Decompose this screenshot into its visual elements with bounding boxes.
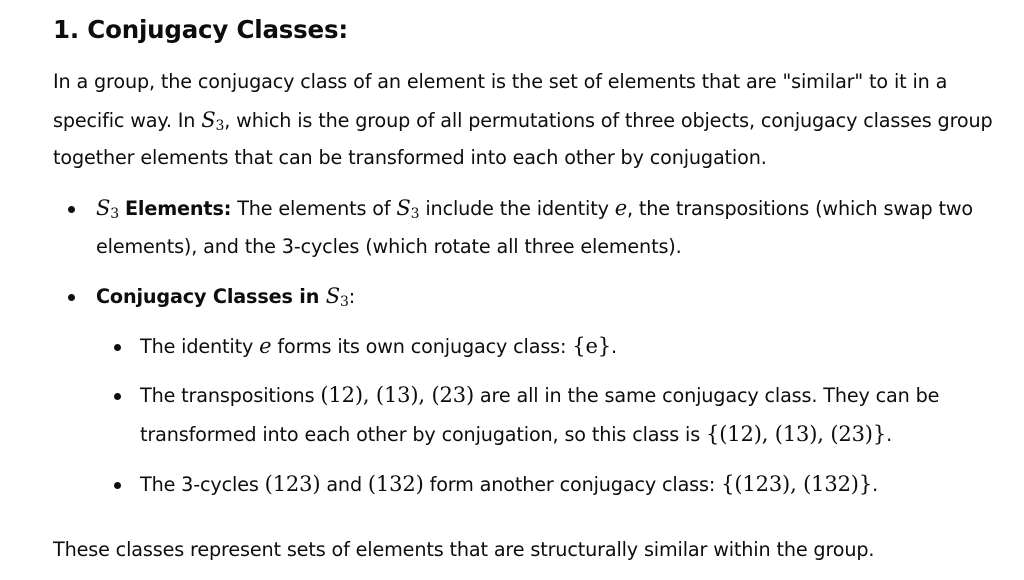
bullet-classes-line: Conjugacy Classes in $S_3$: [96, 284, 356, 310]
sub-bullet-dot [114, 344, 121, 351]
math-s3: $S_3$ [325, 284, 349, 310]
sub-bullet-transpositions-line-2: transformed into each other by conjugation, so this class is {(12), (13), (23)}. [140, 422, 893, 446]
math-e: e [259, 334, 272, 358]
intro-text-1: In a group, the conjugacy class of an element is the set of elements that are "similar" to it in a [53, 70, 948, 93]
sub-bullet-identity: The identity e forms its own conjugacy class: {e}. [140, 334, 617, 358]
math-s3: $S_3$ [96, 196, 120, 222]
bullet-label: Elements: [124, 197, 232, 220]
math-cycle-123: (123) [264, 472, 321, 496]
bullet-label: Conjugacy Classes in [96, 285, 326, 308]
intro-line-1 [53, 63, 947, 102]
bullet-elements-line-2: elements), and the 3-cycles (which rotate all three elements). [96, 235, 682, 258]
bullet-dot [68, 206, 75, 213]
math-e: e [614, 196, 628, 220]
sub-bullet-transpositions-line-1: The transpositions (12), (13), (23) are all in the same conjugacy class. They can be [140, 383, 940, 407]
sub-bullet-dot [114, 482, 121, 489]
intro-text-2b: , which is the group of all permutations of three objects, conjugacy classes group [224, 109, 993, 132]
closing-paragraph: These classes represent sets of elements that are structurally similar within the group. [53, 538, 875, 561]
intro-text-2a: specific way. In [53, 109, 202, 132]
math-transpositions-class: {(12), (13), (23)} [706, 422, 887, 446]
intro-line-2 [53, 101, 993, 141]
intro-line-3 [53, 139, 767, 178]
math-cycle-132: (132) [367, 472, 424, 496]
math-s3: $S_3$ [201, 108, 225, 134]
math-transpositions: (12), (13), (23) [320, 383, 474, 407]
bullet-dot [68, 294, 75, 301]
math-cycles-class: {(123), (132)} [721, 472, 873, 496]
intro-text-3: together elements that can be transformed into each other by conjugation. [53, 146, 767, 169]
section-heading: 1. Conjugacy Classes: [53, 15, 348, 44]
math-s3: $S_3$ [396, 196, 420, 222]
sub-bullet-cycles: The 3-cycles (123) and (132) form another conjugacy class: {(123), (132)}. [140, 472, 879, 496]
sub-bullet-dot [114, 393, 121, 400]
math-identity-class: {e} [572, 334, 611, 358]
bullet-elements-line-1: $S_3$ Elements: The elements of $S_3$ include the identity e, the transpositions (which swap two [96, 196, 973, 222]
